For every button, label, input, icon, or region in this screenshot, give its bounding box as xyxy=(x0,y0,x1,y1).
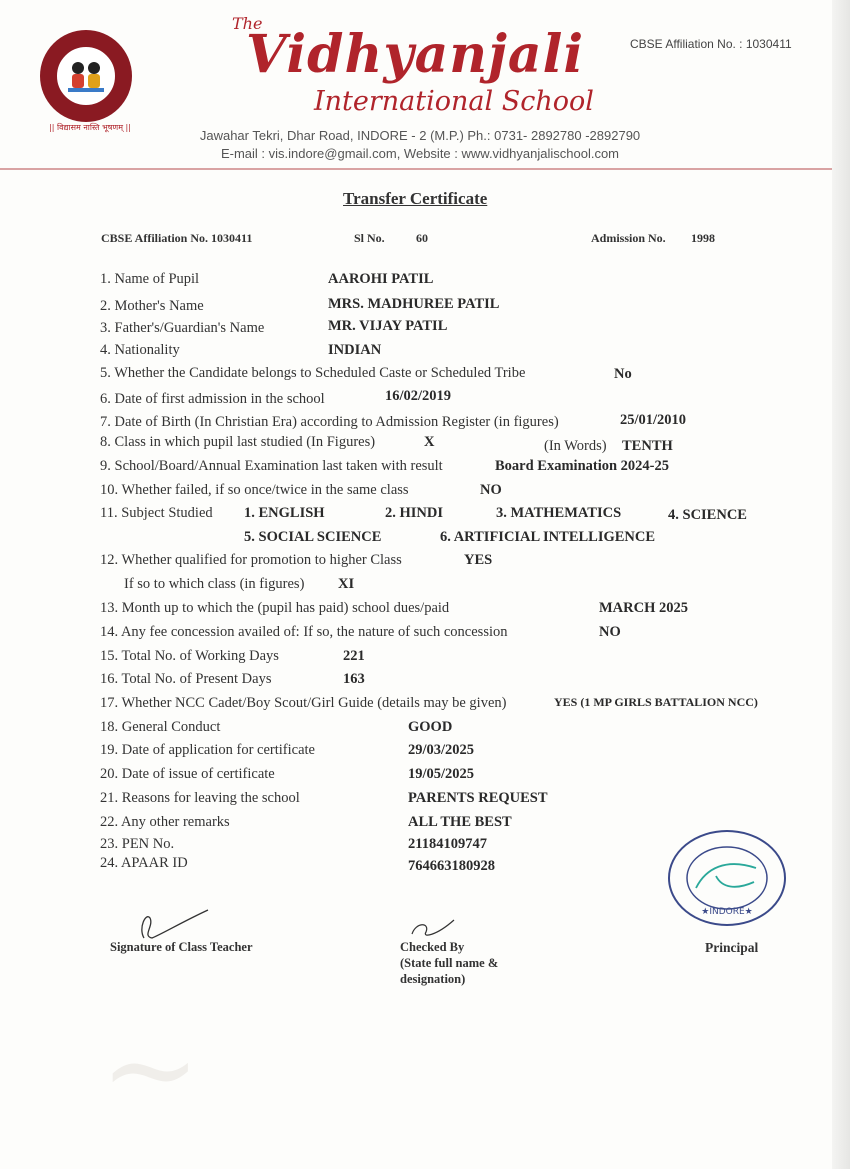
subject-item: 3. MATHEMATICS xyxy=(496,505,622,521)
admission-label: Admission No. xyxy=(591,231,666,245)
field-value: 16/02/2019 xyxy=(385,388,452,404)
field-value: NO xyxy=(480,482,502,498)
header-divider xyxy=(0,168,832,170)
field-label: 9. School/Board/Annual Examination last taken with result xyxy=(100,458,443,474)
principal-stamp xyxy=(666,828,788,928)
next-class-label: If so to which class (in figures) xyxy=(124,576,305,592)
checked-by-signature-mark xyxy=(408,918,458,942)
field-value: AAROHI PATIL xyxy=(328,271,434,287)
field-label: 5. Whether the Candidate belongs to Scheduled Caste or Scheduled Tribe xyxy=(100,365,526,381)
in-words-label: (In Words) xyxy=(544,438,607,454)
field-label: 4. Nationality xyxy=(100,342,180,358)
field-label: 18. General Conduct xyxy=(100,719,221,735)
field-label: 20. Date of issue of certificate xyxy=(100,766,275,782)
field-value: No xyxy=(614,366,632,382)
serial-value: 60 xyxy=(416,231,428,245)
field-label: 21. Reasons for leaving the school xyxy=(100,790,300,806)
school-subtitle: International School xyxy=(314,86,594,117)
field-label: 24. APAAR ID xyxy=(100,855,188,871)
field-label: 11. Subject Studied xyxy=(100,505,213,521)
field-value: Board Examination 2024-25 xyxy=(495,458,670,474)
checked-by-note: (State full name & xyxy=(400,956,499,970)
field-label: 6. Date of first admission in the school xyxy=(100,391,325,407)
field-label: 19. Date of application for certificate xyxy=(100,742,315,758)
header-affiliation: CBSE Affiliation No. : 1030411 xyxy=(630,37,792,51)
field-value: 21184109747 xyxy=(408,836,487,852)
field-value: YES xyxy=(464,552,493,568)
address-line: Jawahar Tekri, Dhar Road, INDORE - 2 (M.P.) Ph.: 0731- 2892780 -2892790 xyxy=(199,128,641,143)
field-value: 19/05/2025 xyxy=(408,766,475,782)
field-value: MR. VIJAY PATIL xyxy=(328,318,448,334)
principal-label: Principal xyxy=(705,940,759,955)
field-label: 16. Total No. of Present Days xyxy=(100,671,272,687)
school-name: Vidhyanjali xyxy=(246,24,585,85)
field-label: 8. Class in which pupil last studied (In Figures) xyxy=(100,434,376,450)
class-teacher-signature-mark xyxy=(132,908,212,944)
field-value: YES (1 MP GIRLS BATTALION NCC) xyxy=(554,695,758,709)
school-logo-seal xyxy=(38,28,134,124)
svg-text:★INDORE★: ★INDORE★ xyxy=(701,907,753,917)
certificate-title: Transfer Certificate xyxy=(343,189,488,208)
subject-item: 5. SOCIAL SCIENCE xyxy=(244,529,382,545)
field-value: PARENTS REQUEST xyxy=(408,790,548,806)
admission-value: 1998 xyxy=(691,231,715,245)
field-label: 17. Whether NCC Cadet/Boy Scout/Girl Guide (details may be given) xyxy=(100,695,507,711)
field-label: 14. Any fee concession availed of: If so, the nature of such concession xyxy=(100,624,508,640)
school-address xyxy=(180,127,660,163)
field-label: 23. PEN No. xyxy=(100,836,175,852)
field-label: 10. Whether failed, if so once/twice in the same class xyxy=(100,482,409,498)
subject-item: 2. HINDI xyxy=(385,505,444,521)
subject-item: 6. ARTIFICIAL INTELLIGENCE xyxy=(440,529,656,545)
class-teacher-signature-label: Signature of Class Teacher xyxy=(110,940,253,954)
affiliation-number: CBSE Affiliation No. 1030411 xyxy=(101,231,253,245)
field-value: GOOD xyxy=(408,719,453,735)
school-name-prefix: The xyxy=(232,14,263,33)
paper-edge xyxy=(832,0,850,1169)
checked-by-label: Checked By xyxy=(400,940,465,954)
school-motto: || विद्यासम नास्ति भूषणम् || xyxy=(49,123,131,132)
in-words-value: TENTH xyxy=(622,438,673,454)
field-label: 1. Name of Pupil xyxy=(100,271,200,287)
subject-item: 4. SCIENCE xyxy=(668,507,747,523)
subject-item: 1. ENGLISH xyxy=(244,505,325,521)
field-value: ALL THE BEST xyxy=(408,814,512,830)
field-label: 7. Date of Birth (In Christian Era) according to Admission Register (in figures) xyxy=(100,414,559,430)
contact-line: E-mail : vis.indore@gmail.com, Website : www.vidhyanjalischool.com xyxy=(220,146,620,161)
field-value: 25/01/2010 xyxy=(620,412,687,428)
field-label: 12. Whether qualified for promotion to higher Class xyxy=(100,552,402,568)
field-value: 764663180928 xyxy=(408,858,495,874)
field-value: MARCH 2025 xyxy=(599,600,689,616)
checked-by-note: designation) xyxy=(400,972,466,986)
field-value: 221 xyxy=(343,648,365,664)
field-label: 2. Mother's Name xyxy=(100,298,204,314)
field-value: X xyxy=(424,434,435,450)
background-watermark: ~ xyxy=(100,1000,201,1139)
field-label: 22. Any other remarks xyxy=(100,814,230,830)
field-label: 3. Father's/Guardian's Name xyxy=(100,320,265,336)
next-class-value: XI xyxy=(338,576,355,592)
serial-label: Sl No. xyxy=(354,231,385,245)
field-value: NO xyxy=(599,624,621,640)
field-label: 13. Month up to which the (pupil has paid) school dues/paid xyxy=(100,600,450,616)
field-value: 163 xyxy=(343,671,365,687)
field-label: 15. Total No. of Working Days xyxy=(100,648,279,664)
field-value: INDIAN xyxy=(328,342,382,358)
field-value: MRS. MADHUREE PATIL xyxy=(328,296,500,312)
field-value: 29/03/2025 xyxy=(408,742,475,758)
